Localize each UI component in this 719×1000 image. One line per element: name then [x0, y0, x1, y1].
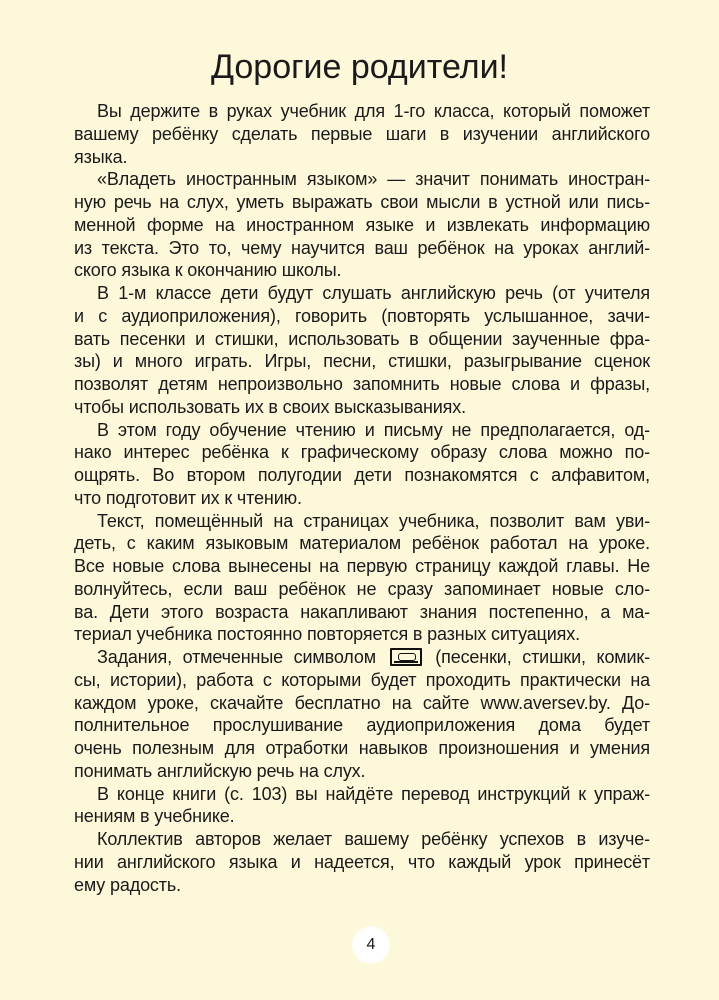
text-line: и с аудиоприложения), говорить (повторять услышанное, зачи- [74, 305, 650, 326]
text-line: нако интерес ребёнка к графическому образу слова можно по- [74, 442, 650, 463]
text-line: зы) и много играть. Игры, песни, стишки, разыгрывание сценок [74, 351, 650, 372]
text-line: териал учебника постоянно повторяется в разных ситуациях. [74, 624, 580, 645]
text-line: полнительное прослушивание аудиоприложения дома будет [74, 715, 650, 736]
text-line: Текст, помещённый на страницах учебника, позволит вам уви- [97, 510, 650, 531]
text-line: позволят детям непроизвольно запомнить новые слова и фразы, [74, 374, 650, 394]
text-line: ощрять. Во втором полугодии дети познакомятся с алфавитом, [74, 465, 650, 485]
text-line: ва. Дети этого возраста накапливают знания постепенно, а ма- [74, 601, 650, 622]
page-title: Дорогие родители! [210, 48, 509, 86]
cassette-icon [390, 648, 422, 666]
text-line: нениям в учебнике. [74, 806, 235, 827]
text-line: ную речь на слух, уметь выражать свои мысли в устной или пись- [74, 192, 650, 212]
paragraph [74, 783, 650, 829]
text-line: сы, истории), работа с которыми будет проходить практически на [74, 669, 650, 690]
paragraph [74, 168, 650, 282]
text-line: волнуйтесь, если ваш ребёнок не сразу запоминает новые сло- [74, 578, 650, 599]
text-fragment: Задания, отмеченные символом [97, 647, 376, 667]
paragraph [74, 828, 650, 896]
paragraph [74, 510, 650, 647]
text-line: очень полезным для отработки навыков произношения и умения [74, 738, 650, 758]
paragraph [74, 419, 650, 510]
text-line: языка. [74, 146, 128, 167]
page-number: 4 [352, 926, 390, 964]
text-line: что подготовит их к чтению. [74, 487, 302, 508]
text-line: Коллектив авторов желает вашему ребёнку успехов в изуче- [97, 829, 650, 849]
text-line: Все новые слова вынесены на первую страницу каждой главы. Не [74, 556, 650, 576]
text-line: В 1-м классе дети будут слушать английскую речь (от учителя [97, 283, 650, 303]
text-line: из текста. Это то, чему научится ваш ребёнок на уроках англий- [74, 237, 650, 258]
text-line: вашему ребёнку сделать первые шаги в изучении английского [74, 123, 650, 144]
body-text [74, 100, 650, 896]
paragraph [74, 100, 650, 168]
text-line: понимать английскую речь на слух. [74, 760, 366, 781]
text-fragment: (песенки, стишки, комик- [435, 647, 650, 667]
text-line: В конце книги (с. 103) вы найдёте перевод инструкций к упраж- [97, 783, 650, 804]
text-line: «Владеть иностранным языком» — значит понимать иностран- [97, 169, 650, 190]
text-line [74, 646, 650, 669]
text-line: В этом году обучение чтению и письму не предполагается, од- [97, 419, 650, 440]
text-line: чтобы использовать их в своих высказываниях. [74, 396, 466, 417]
text-line: вать песенки и стишки, использовать в общении заученные фра- [74, 328, 650, 349]
text-line: менной форме на иностранном языке и извлекать информацию [74, 214, 650, 235]
text-line: деть, с каким языковым материалом ребёнок работал на уроке. [74, 533, 650, 554]
text-line: Вы держите в руках учебник для 1-го класса, который поможет [97, 101, 650, 121]
text-line: ему радость. [74, 874, 181, 895]
paragraph [74, 282, 650, 419]
paragraph [74, 646, 650, 783]
text-line: нии английского языка и надеется, что каждый урок принесёт [74, 851, 650, 872]
text-line: ского языка к окончанию школы. [74, 260, 342, 281]
text-line: каждом уроке, скачайте бесплатно на сайте www.aversev.by. До- [74, 692, 650, 713]
